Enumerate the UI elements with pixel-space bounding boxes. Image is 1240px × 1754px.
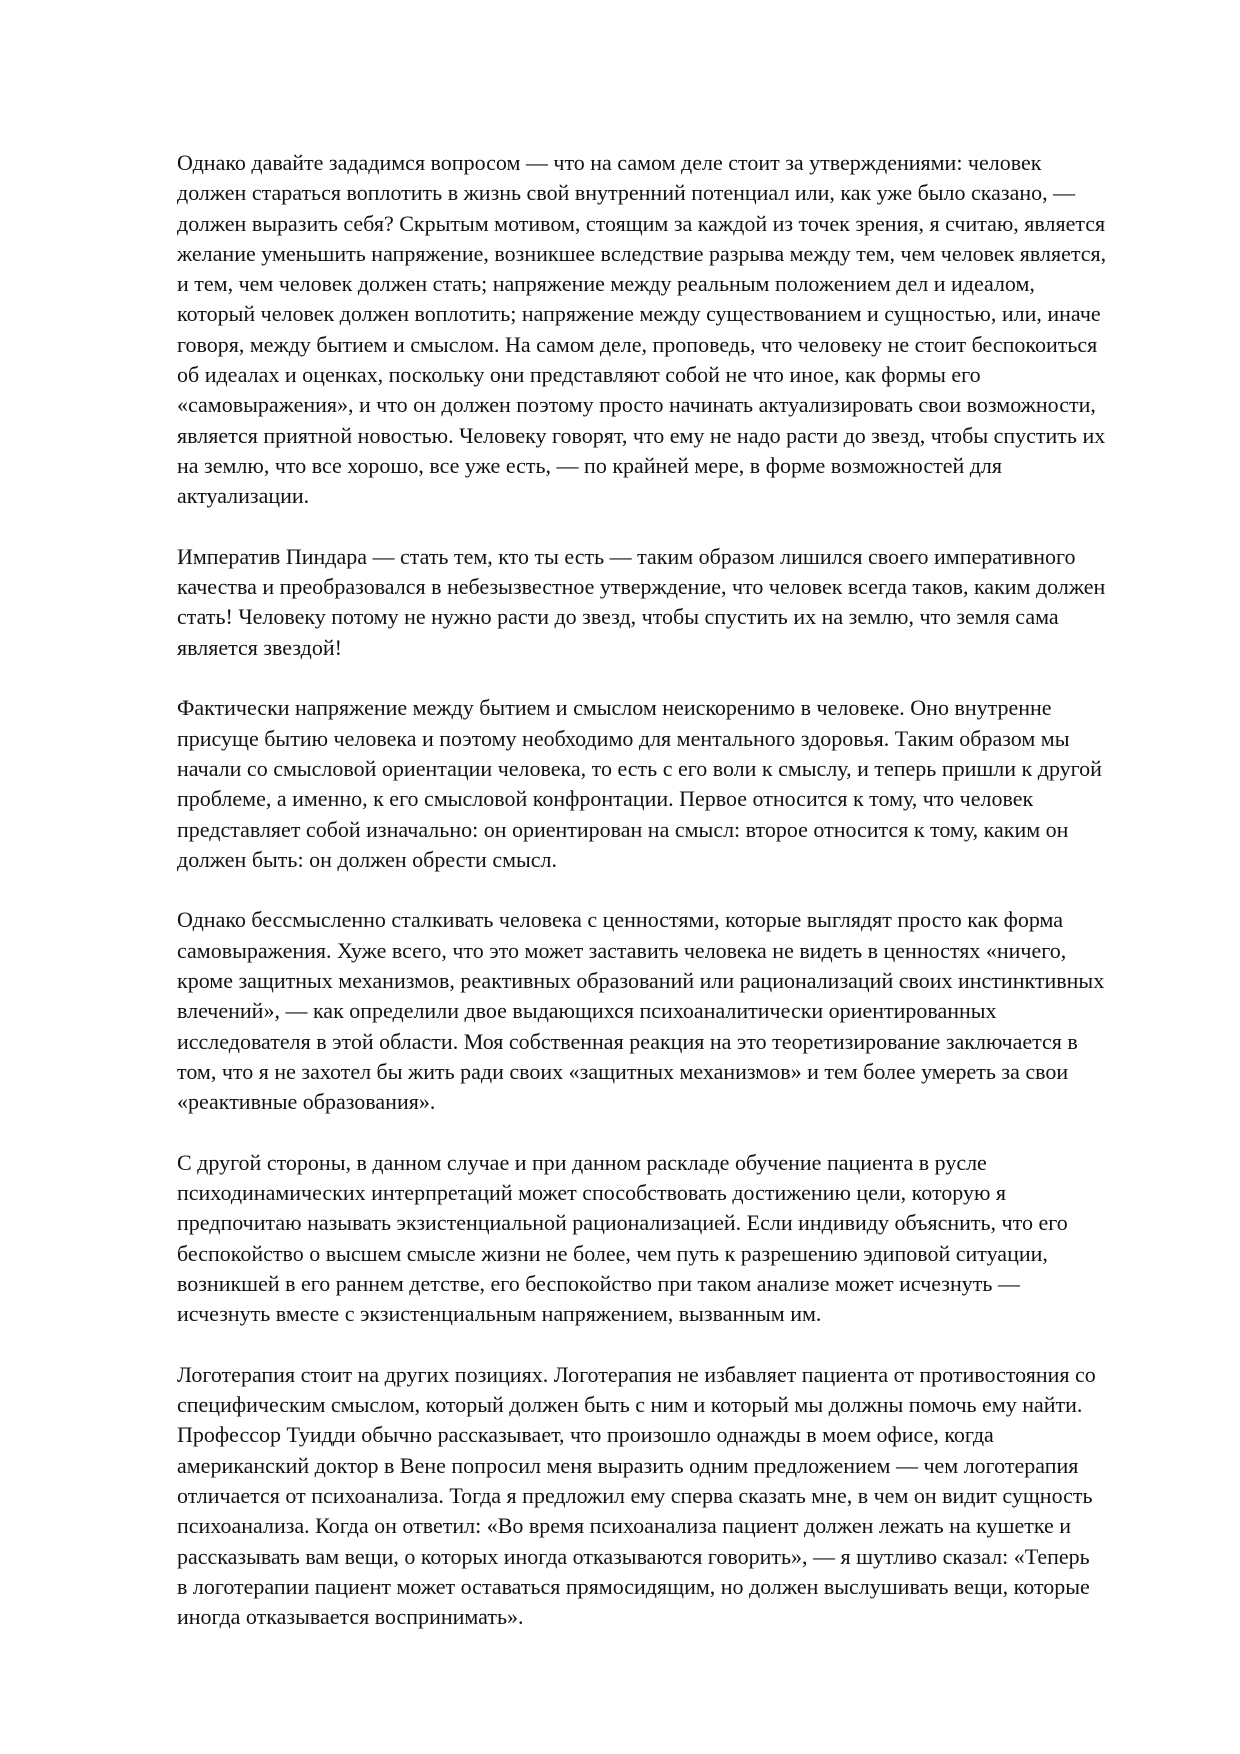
paragraph-4 [177, 905, 1177, 1117]
text-line: должен стараться воплотить в жизнь свой внутренний потенциал или, как уже было сказано, — [177, 180, 1076, 206]
text-line: том, что я не захотел бы жить ради своих «защитных механизмов» и тем более умереть за свои [177, 1058, 1069, 1084]
text-line: говоря, между бытием и смыслом. На самом деле, проповедь, что человеку не стоит беспокоиться [177, 331, 1098, 357]
paragraph-1 [177, 148, 1177, 512]
text-line: стать! Человеку потому не нужно расти до звезд, чтобы спустить их на землю, что земля сама [177, 604, 1059, 630]
text-line: является звездой! [177, 634, 342, 660]
text-line: качества и преобразовался в небезызвестное утверждение, что человек всегда таков, каким должен [177, 574, 1106, 600]
text-line: желание уменьшить напряжение, возникшее вследствие разрыва между тем, чем человек является, [177, 240, 1107, 266]
paragraph-3 [177, 693, 1177, 875]
text-line: самовыражения. Хуже всего, что это может заставить человека не видеть в ценностях «ничего, [177, 937, 1067, 963]
text-line: является приятной новостью. Человеку говорят, что ему не надо расти до звезд, чтобы спустить их [177, 422, 1106, 448]
text-line: Императив Пиндара — стать тем, кто ты есть — таким образом лишился своего императивного [177, 543, 1076, 569]
text-line: Однако бессмысленно сталкивать человека с ценностями, которые выглядят просто как форма [177, 907, 1064, 933]
paragraph-5 [177, 1148, 1177, 1330]
text-line: исследователя в этой области. Моя собственная реакция на это теоретизирование заключается в [177, 1028, 1078, 1054]
text-line: исчезнуть вместе с экзистенциальным напряжением, вызванным им. [177, 1301, 822, 1327]
text-line: присуще бытию человека и поэтому необходимо для ментального здоровья. Таким образом мы [177, 725, 1070, 751]
text-line: в логотерапии пациент может оставаться прямосидящим, но должен выслушивать вещи, которые [177, 1573, 1090, 1599]
text-line: должен быть: он должен обрести смысл. [177, 846, 558, 872]
text-line: беспокойство о высшем смысле жизни не более, чем путь к разрешению эдиповой ситуации, [177, 1240, 1048, 1266]
text-line: и тем, чем человек должен стать; напряжение между реальным положением дел и идеалом, [177, 271, 1035, 297]
text-line: начали со смысловой ориентации человека, то есть с его воли к смыслу, и теперь пришли к другой [177, 755, 1102, 781]
text-line: предпочитаю называть экзистенциальной рационализацией. Если индивиду объяснить, что его [177, 1210, 1068, 1236]
text-line: который человек должен воплотить; напряжение между существованием и сущностью, или, иначе [177, 301, 1101, 327]
text-line: проблеме, а именно, к его смысловой конфронтации. Первое относится к тому, что человек [177, 786, 1034, 812]
text-line: кроме защитных механизмов, реактивных образований или рационализаций своих инстинктивных [177, 968, 1105, 994]
text-line: «самовыражения», и что он должен поэтому просто начинать актуализировать свои возможности, [177, 392, 1096, 418]
text-line: рассказывать вам вещи, о которых иногда отказываются говорить», — я шутливо сказал: «Теперь [177, 1543, 1090, 1569]
text-line: представляет собой изначально: он ориентирован на смысл: второе относится к тому, каким он [177, 816, 1069, 842]
text-line: Логотерапия стоит на других позициях. Логотерапия не избавляет пациента от противостояния со [177, 1361, 1096, 1387]
text-line: «реактивные образования». [177, 1089, 436, 1115]
text-line: Однако давайте зададимся вопросом — что на самом деле стоит за утверждениями: человек [177, 150, 1042, 175]
text-line: возникшей в его раннем детстве, его беспокойство при таком анализе может исчезнуть — [177, 1270, 1020, 1296]
text-line: американский доктор в Вене попросил меня выразить одним предложением — чем логотерапия [177, 1452, 1079, 1478]
text-line: психоанализа. Когда он ответил: «Во время психоанализа пациент должен лежать на кушетке и [177, 1513, 1072, 1539]
text-line: Профессор Туидди обычно рассказывает, что произошло однажды в моем офисе, когда [177, 1422, 994, 1448]
paragraph-6 [177, 1360, 1177, 1633]
text-line: психодинамических интерпретаций может способствовать достижению цели, которую я [177, 1180, 1007, 1206]
document-body [177, 148, 1177, 1663]
paragraph-2 [177, 542, 1177, 663]
text-line: Фактически напряжение между бытием и смыслом неискоренимо в человеке. Оно внутренне [177, 695, 1052, 721]
text-line: С другой стороны, в данном случае и при данном раскладе обучение пациента в русле [177, 1149, 987, 1175]
text-line: об идеалах и оценках, поскольку они представляют собой не что иное, как формы его [177, 362, 981, 388]
text-line: иногда отказывается воспринимать». [177, 1604, 524, 1630]
text-line: влечений», — как определили двое выдающихся психоаналитически ориентированных [177, 998, 997, 1024]
text-line: должен выразить себя? Скрытым мотивом, стоящим за каждой из точек зрения, я считаю, является [177, 210, 1106, 236]
text-line: отличается от психоанализа. Тогда я предложил ему сперва сказать мне, в чем он видит сущность [177, 1483, 1093, 1509]
text-line: на землю, что все хорошо, все уже есть, — по крайней мере, в форме возможностей для [177, 452, 1003, 478]
text-line: актуализации. [177, 483, 310, 509]
text-line: специфическим смыслом, который должен быть с ним и который мы должны помочь ему найти. [177, 1392, 1083, 1418]
